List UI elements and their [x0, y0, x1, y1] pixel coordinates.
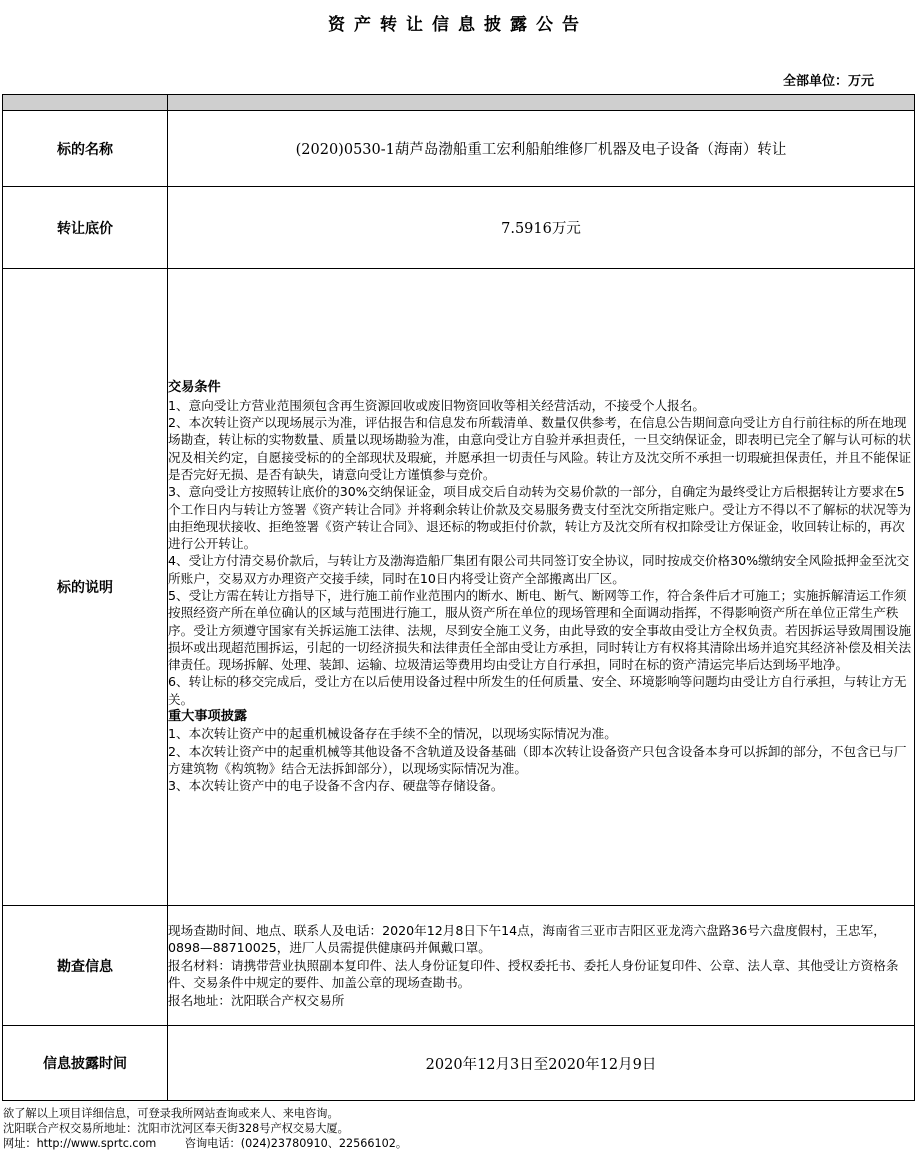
trade-condition-item: 5、受让方需在转让方指导下，进行施工前作业范围内的断水、断电、断气、断网等工作，符合条件后才可施工；实施拆解清运工作须按照经资产所在单位确认的区域与范围进行施工，服从资产所在单位的现场管理和全面调动指挥，不得影响资产所在单位正常生产秩序。受让方须遵守国家有关拆运施工法律、法规，尽到安全施工义务，由此导致的安全事故由受让方全权负责。若因拆运导致周围设施损坏或出现超范围拆运，引起的一切经济损失和法律责任全部由受让方承担，同时转让方有权将其清除出场并追究其经济补偿及相关法律责任。现场拆解、处理、装卸、运输、垃圾清运等费用均由受让方自行承担，同时在标的资产清运完毕后达到场平地净。	[168, 588, 912, 673]
footer-address: 沈阳联合产权交易所地址：沈阳市沈河区奉天街328号产权交易大厦。	[3, 1122, 349, 1135]
inspection-content	[168, 906, 915, 1026]
row-label-inspection: 勘查信息	[3, 906, 168, 1026]
major-disclosure-heading: 重大事项披露	[168, 709, 248, 725]
row-label-disclosure-time: 信息披露时间	[3, 1026, 168, 1101]
unit-note: 全部单位：万元	[782, 74, 874, 89]
row-label-name: 标的名称	[3, 111, 168, 187]
asset-name: (2020)0530-1葫芦岛渤船重工宏利船舶维修厂机器及电子设备（海南）转让	[168, 111, 915, 187]
disclosure-table	[2, 94, 915, 1101]
inspection-line: 现场查勘时间、地点、联系人及电话：2020年12月8日下午14点，海南省三亚市吉阳区亚龙湾六盘路36号六盘度假村，王忠军，0898—88710025，进厂人员需提供健康码并佩戴口罩。	[168, 922, 886, 956]
row-inspection	[3, 906, 915, 1026]
trade-condition-item: 2、本次转让资产以现场展示为准，评估报告和信息发布所载清单、数量仅供参考，在信息公告期间意向受让方自行前往标的所在地现场勘查，转让标的实物数量、质量以现场勘验为准，由意向受让方自验并承担责任，一旦交纳保证金，即表明已完全了解与认可标的状况及相关约定，自愿接受标的的全部现状及瑕疵，并愿承担一切责任与风险。转让方及沈交所不承担一切瑕疵担保责任，并且不能保证是否完好无损、是否有缺失，请意向受让方谨慎参与竞价。	[168, 415, 912, 482]
trade-condition-item: 1、意向受让方营业范围须包含再生资源回收或废旧物资回收等相关经营活动，不接受个人报名。	[168, 397, 705, 413]
footer-website-phone: 网址：http://www.sprtc.com 咨询电话：(024)23780910、22566102。	[3, 1137, 408, 1150]
inspection-line: 报名地址：沈阳联合产权交易所	[168, 992, 345, 1008]
row-label-price: 转让底价	[3, 187, 168, 269]
row-name	[3, 111, 915, 187]
footer-contact	[3, 1106, 407, 1151]
row-description	[3, 269, 915, 906]
description-content	[168, 269, 915, 906]
row-disclosure-time	[3, 1026, 915, 1101]
header-cell-left	[3, 95, 168, 111]
trade-condition-item: 4、受让方付清交易价款后，与转让方及渤海造船厂集团有限公司共同签订安全协议，同时按成交价格30%缴纳安全风险抵押金至沈交所账户，交易双方办理资产交接手续，同时在10日内将受让资产全部搬离出厂区。	[168, 553, 910, 586]
reserve-price: 7.5916万元	[168, 187, 915, 269]
trade-condition-item: 3、意向受让方按照转让底价的30%交纳保证金，项目成交后自动转为交易价款的一部分，自确定为最终受让方后根据转让方要求在5个工作日内与转让方签署《资产转让合同》并将剩余转让价款及交易服务费支付至沈交所指定账户。受让方不得以不了解标的状况等为由拒绝现状接收、拒绝签署《资产转让合同》、退还标的物或拒付价款，转让方及沈交所有权扣除受让方保证金，收回转让标的，再次进行公开转让。	[168, 484, 912, 552]
major-disclosure-item: 2、本次转让资产中的起重机械等其他设备不含轨道及设备基础（即本次转让设备资产只包含设备本身可以拆卸的部分，不包含已与厂方建筑物《构筑物》结合无法拆卸部分），以现场实际情况为准。	[168, 743, 907, 776]
trade-condition-item: 6、转让标的移交完成后，受让方在以后使用设备过程中所发生的任何质量、安全、环境影响等问题均由受让方自行承担，与转让方无关。	[168, 674, 907, 707]
major-disclosure-item: 3、本次转让资产中的电子设备不含内存、硬盘等存储设备。	[168, 778, 504, 794]
page-title: 资产转让信息披露公告	[328, 15, 588, 35]
trade-conditions-heading: 交易条件	[168, 380, 221, 396]
table-header-bar	[3, 95, 915, 111]
header-cell-right	[168, 95, 915, 111]
footer-line: 欲了解以上项目详细信息，可登录我所网站查询或来人、来电咨询。	[3, 1107, 339, 1120]
row-label-description: 标的说明	[3, 269, 168, 906]
disclosure-period: 2020年12月3日至2020年12月9日	[168, 1026, 915, 1101]
row-price	[3, 187, 915, 269]
major-disclosure-item: 1、本次转让资产中的起重机械设备存在手续不全的情况，以现场实际情况为准。	[168, 726, 617, 742]
inspection-line: 报名材料：请携带营业执照副本复印件、法人身份证复印件、授权委托书、委托人身份证复印件、公章、法人章、其他受让方资格条件、交易条件中规定的要件、加盖公章的现场查勘书。	[168, 957, 899, 991]
